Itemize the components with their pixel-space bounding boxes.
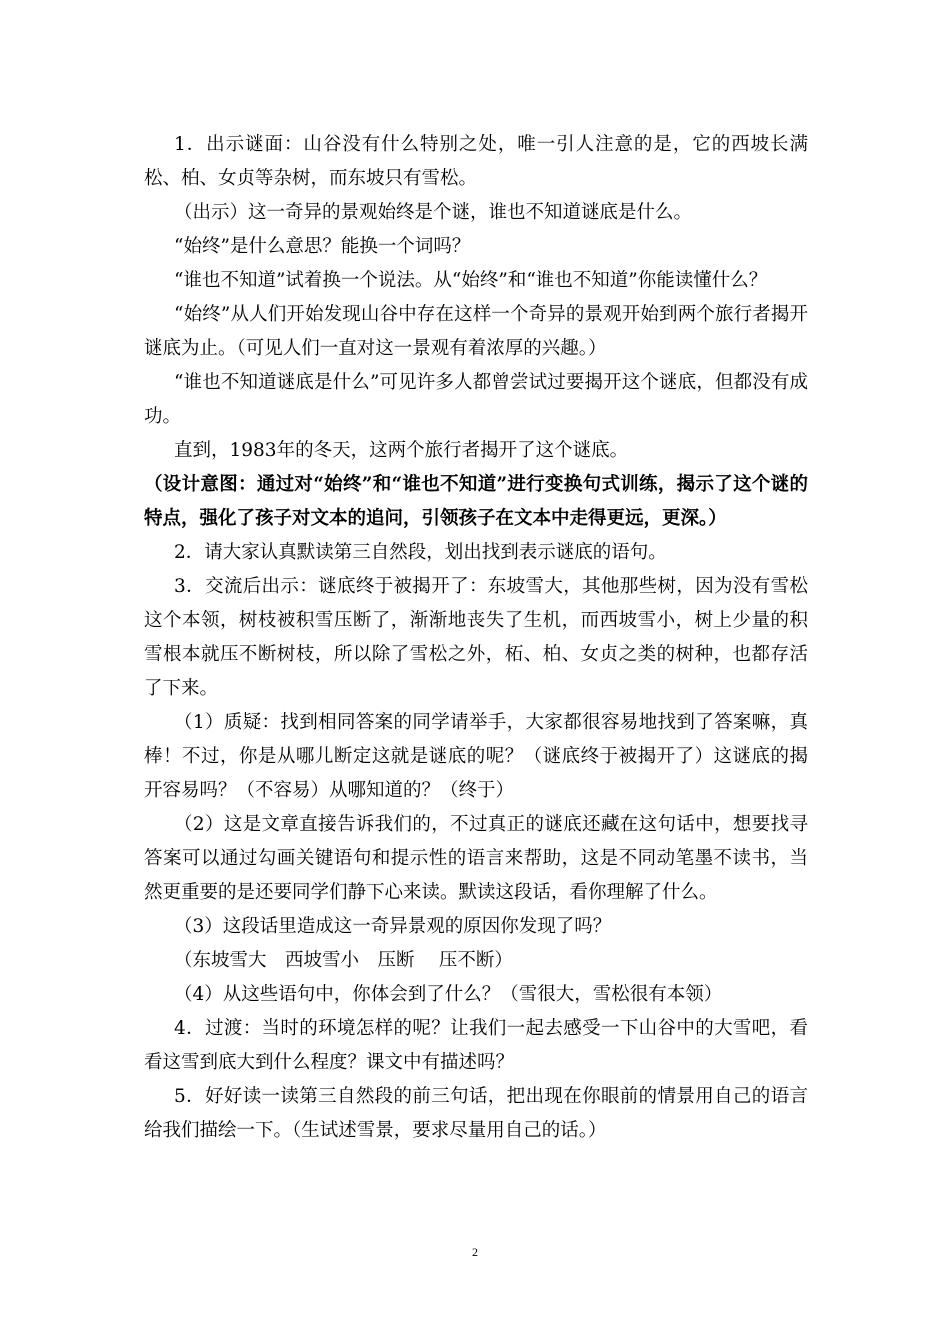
paragraph-sub-2: （2）这是文章直接告诉我们的，不过真正的谜底还藏在这句话中，想要找寻答案可以通过勾画关键语句和提示性的语言来帮助，这是不同动笔墨不读书，当然更重要的是还要同学们静下心来读。默读这段话，看你理解了什么。 xyxy=(144,814,808,903)
paragraph-sub-3-answer: （东坡雪大 西坡雪小 压断 压不断） xyxy=(174,950,513,971)
paragraph-step-2: 2．请大家认真默读第三自然段，划出找到表示谜底的语句。 xyxy=(174,542,667,563)
page-number: 2 xyxy=(472,1245,478,1259)
document-body xyxy=(144,128,808,1148)
paragraph-sub-4: （4）从这些语句中，你体会到了什么？（雪很大，雪松很有本领） xyxy=(174,984,723,1005)
paragraph-show-sentence: （出示）这一奇异的景观始终是个谜，谁也不知道谜底是什么。 xyxy=(174,202,693,223)
paragraph-explain-shizhong: “始终”从人们开始发现山谷中存在这样一个奇异的景观开始到两个旅行者揭开谜底为止。（可见人们一直对这一景观有着浓厚的兴趣。） xyxy=(144,304,808,359)
paragraph-sub-3: （3）这段话里造成这一奇异景观的原因你发现了吗？ xyxy=(174,916,612,937)
paragraph-until-1983: 直到，1983年的冬天，这两个旅行者揭开了这个谜底。 xyxy=(174,440,629,461)
paragraph-riddle-intro: 1．出示谜面：山谷没有什么特别之处，唯一引人注意的是，它的西坡长满松、柏、女贞等杂树，而东坡只有雪松。 xyxy=(144,134,808,189)
paragraph-question-nobody-knows: “谁也不知道”试着换一个说法。从“始终”和“谁也不知道”你能读懂什么？ xyxy=(174,270,768,291)
paragraph-question-shizhong: “始终”是什么意思？能换一个词吗？ xyxy=(174,236,471,257)
paragraph-explain-nobody-knows: “谁也不知道谜底是什么”可见许多人都曾尝试过要揭开这个谜底，但都没有成功。 xyxy=(144,372,808,427)
paragraph-step-5: 5．好好读一读第三自然段的前三句话，把出现在你眼前的情景用自己的语言给我们描绘一下。（生试述雪景，要求尽量用自己的话。） xyxy=(144,1086,808,1141)
paragraph-step-3: 3．交流后出示：谜底终于被揭开了：东坡雪大，其他那些树，因为没有雪松这个本领，树枝被积雪压断了，渐渐地丧失了生机，而西坡雪小，树上少量的积雪根本就压不断树枝，所以除了雪松之外，柘、柏、女贞之类的树种，也都存活了下来。 xyxy=(144,576,808,699)
paragraph-design-intent: （设计意图：通过对“始终”和“谁也不知道”进行变换句式训练，揭示了这个谜的特点，强化了孩子对文本的追问，引领孩子在文本中走得更远，更深。） xyxy=(144,474,808,529)
paragraph-step-4: 4．过渡：当时的环境怎样的呢？让我们一起去感受一下山谷中的大雪吧，看看这雪到底大到什么程度？课文中有描述吗？ xyxy=(144,1018,808,1073)
paragraph-sub-1: （1）质疑：找到相同答案的同学请举手，大家都很容易地找到了答案嘛，真棒！不过，你是从哪儿断定这就是谜底的呢？（谜底终于被揭开了）这谜底的揭开容易吗？（不容易）从哪知道的？（终于） xyxy=(144,712,808,801)
